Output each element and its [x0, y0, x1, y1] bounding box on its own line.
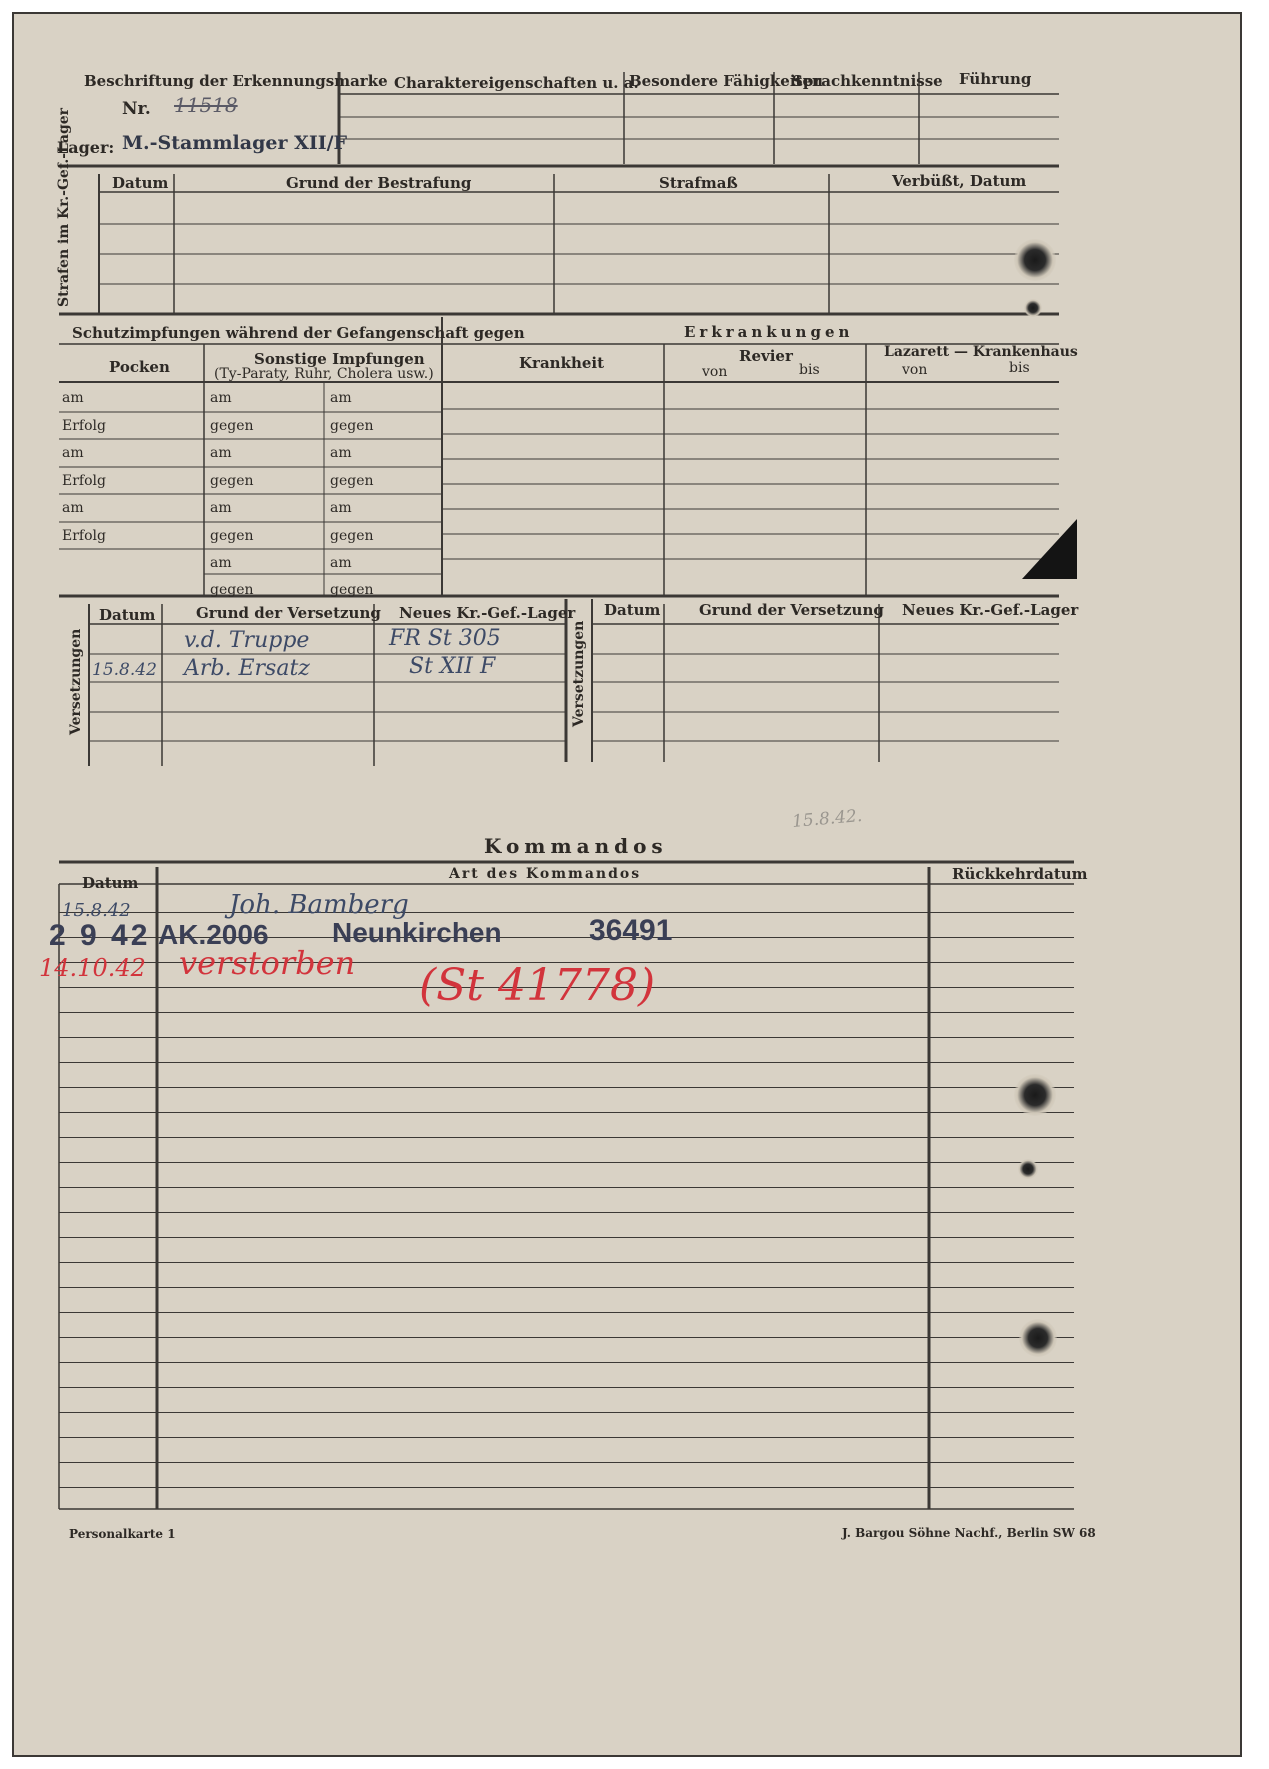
col-besondere-faehigkeiten: Besondere Fähigkeiten — [629, 72, 823, 90]
ruled-line — [59, 1137, 1074, 1138]
impfungen-sonstige: Sonstige Impfungen — [254, 350, 425, 368]
ruled-line — [59, 912, 1074, 913]
impfungen-cell-c3: gegen — [330, 582, 374, 598]
lager-label: Lager: — [57, 138, 115, 157]
ruled-line — [59, 1487, 1074, 1488]
impfungen-cell-c3: am — [330, 445, 352, 461]
erkrankungen-title: Erkrankungen — [684, 323, 854, 341]
ruled-line — [59, 1437, 1074, 1438]
vers-entry-1-lager: FR St 305 — [389, 626, 501, 651]
lazarett-bis: bis — [1009, 360, 1030, 376]
ruled-line — [59, 1462, 1074, 1463]
lager-value: M.-Stammlager XII/F — [122, 132, 348, 154]
vers-entry-2-datum: 15.8.42 — [92, 660, 157, 680]
vers-left-col-grund: Grund der Versetzung — [196, 604, 381, 622]
impfungen-cell-c2: gegen — [210, 473, 254, 489]
kommando-2-text: AK.2006 — [158, 919, 269, 950]
kommandos-col-rueckkehr: Rückkehrdatum — [952, 865, 1088, 883]
kommando-2-number: 36491 — [589, 914, 673, 947]
kommando-1-datum: 15.8.42 — [62, 900, 131, 921]
paper-tear — [1022, 519, 1077, 579]
erkennungsmarke-title: Beschriftung der Erkennungsmarke — [84, 72, 388, 90]
ruled-line — [59, 1362, 1074, 1363]
strafen-col-strafmass: Strafmaß — [659, 174, 738, 192]
kommandos-title: Kommandos — [484, 834, 668, 858]
impfungen-cell-c1: Erfolg — [62, 473, 106, 489]
punch-hole — [1024, 299, 1042, 317]
kommando-3-text: verstorben — [179, 944, 356, 982]
impfungen-cell-c2: am — [210, 555, 232, 571]
impfungen-cell-c1: Erfolg — [62, 528, 106, 544]
kommando-3-note: (St 41778) — [419, 960, 656, 1011]
impfungen-cell-c3: gegen — [330, 473, 374, 489]
strafen-col-verbuesst: Verbüßt, Datum — [892, 172, 1027, 190]
strafen-col-datum: Datum — [112, 174, 169, 192]
pencil-note: 15.8.42. — [791, 805, 864, 833]
lazarett-von: von — [902, 362, 928, 378]
impfungen-pocken: Pocken — [109, 358, 170, 376]
vers-left-col-lager: Neues Kr.-Gef.-Lager — [399, 604, 576, 622]
impfungen-cell-c3: am — [330, 390, 352, 406]
impfungen-cell-c1: Erfolg — [62, 418, 106, 434]
versetzungen-side-label-right: Versetzungen — [571, 620, 587, 727]
vers-right-col-grund: Grund der Versetzung — [699, 601, 884, 619]
erkrankungen-lazarett: Lazarett — Krankenhaus — [884, 344, 1078, 360]
impfungen-cell-c1: am — [62, 390, 84, 406]
punch-hole — [1014, 239, 1056, 281]
kommando-3-datum: 14.10.42 — [39, 954, 146, 982]
vers-left-col-datum: Datum — [99, 606, 156, 624]
impfungen-cell-c3: gegen — [330, 418, 374, 434]
ruled-line — [59, 1087, 1074, 1088]
col-charaktereigenschaften: Charaktereigenschaften u. a. — [394, 74, 639, 92]
impfungen-title: Schutzimpfungen während der Gefangenschaft gegen — [72, 324, 525, 342]
vers-entry-2-lager: St XII F — [409, 654, 496, 679]
ruled-line — [59, 1212, 1074, 1213]
impfungen-cell-c2: gegen — [210, 418, 254, 434]
vers-entry-2-grund: Arb. Ersatz — [184, 656, 310, 681]
vers-right-col-lager: Neues Kr.-Gef.-Lager — [902, 601, 1079, 619]
vers-entry-1-grund: v.d. Truppe — [184, 628, 310, 653]
ruled-line — [59, 1262, 1074, 1263]
impfungen-cell-c3: am — [330, 500, 352, 516]
revier-von: von — [702, 364, 728, 380]
form-grid — [14, 14, 1244, 1759]
ruled-line — [59, 1237, 1074, 1238]
impfungen-cell-c2: am — [210, 390, 232, 406]
impfungen-cell-c2: gegen — [210, 582, 254, 598]
ruled-line — [59, 1387, 1074, 1388]
ruled-line — [59, 1187, 1074, 1188]
ruled-line — [59, 1112, 1074, 1113]
kommando-2-place: Neunkirchen — [332, 917, 502, 948]
impfungen-cell-c2: am — [210, 445, 232, 461]
kommandos-col-art: Art des Kommandos — [449, 866, 642, 882]
ruled-line — [59, 1312, 1074, 1313]
col-sprachkenntnisse: Sprachkenntnisse — [792, 72, 943, 90]
kommando-1-text: Joh. Bamberg — [229, 890, 409, 920]
nr-value: 11518 — [174, 93, 238, 117]
ruled-line — [59, 1287, 1074, 1288]
impfungen-cell-c2: gegen — [210, 528, 254, 544]
kommandos-col-datum: Datum — [82, 874, 139, 892]
punch-hole — [1019, 1319, 1057, 1357]
versetzungen-side-label-left: Versetzungen — [68, 628, 84, 735]
impfungen-cell-c3: am — [330, 555, 352, 571]
revier-bis: bis — [799, 362, 820, 378]
nr-label: Nr. — [122, 99, 151, 119]
scan-margin — [1242, 0, 1269, 1769]
footer-left: Personalkarte 1 — [69, 1527, 176, 1541]
strafen-col-grund: Grund der Bestrafung — [286, 174, 472, 192]
ruled-line — [59, 1012, 1074, 1013]
ruled-line — [59, 1337, 1074, 1338]
impfungen-cell-c1: am — [62, 500, 84, 516]
punch-hole — [1018, 1159, 1038, 1179]
strafen-side-label: Strafen im Kr.-Gef.-Lager — [56, 107, 72, 307]
ruled-line — [59, 1037, 1074, 1038]
ruled-line — [59, 1162, 1074, 1163]
personalkarte — [12, 12, 1242, 1757]
punch-hole — [1014, 1074, 1056, 1116]
ruled-line — [59, 1412, 1074, 1413]
impfungen-cell-c3: gegen — [330, 528, 374, 544]
footer-right: J. Bargou Söhne Nachf., Berlin SW 68 — [842, 1526, 1096, 1540]
kommando-2-datum: 2 9 42 — [49, 919, 151, 952]
ruled-line — [59, 1062, 1074, 1063]
erkrankungen-revier: Revier — [739, 347, 793, 365]
erkrankungen-krankheit: Krankheit — [519, 354, 605, 372]
impfungen-cell-c1: am — [62, 445, 84, 461]
col-fuehrung: Führung — [959, 70, 1032, 88]
vers-right-col-datum: Datum — [604, 601, 661, 619]
impfungen-cell-c2: am — [210, 500, 232, 516]
impfungen-sonstige-detail: (Ty-Paraty, Ruhr, Cholera usw.) — [214, 366, 434, 382]
